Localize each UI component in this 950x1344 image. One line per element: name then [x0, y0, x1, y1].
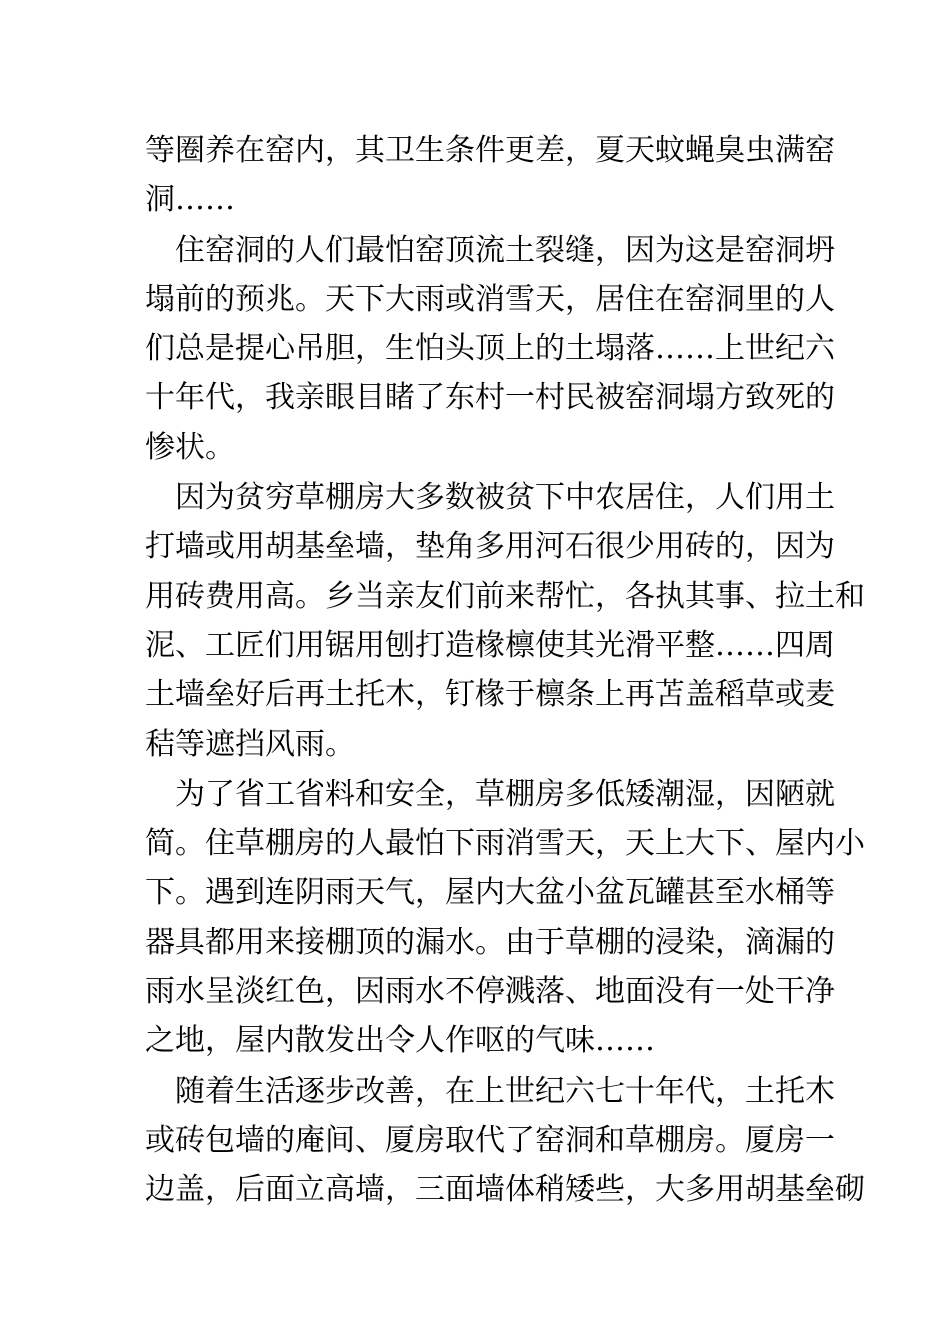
text-line: 泥、工匠们用锯用刨打造椽檩使其光滑平整……四周 [145, 627, 835, 663]
paragraph-4 [145, 770, 865, 1066]
text-line: 们总是提心吊胆，生怕头顶上的土塌落……上世纪六 [145, 331, 835, 367]
text-line: 打墙或用胡基垒墙，垫角多用河石很少用砖的，因为 [145, 529, 835, 565]
text-line: 边盖，后面立高墙，三面墙体稍矮些，大多用胡基垒砌 [145, 1172, 865, 1208]
text-line: 秸等遮挡风雨。 [145, 726, 355, 762]
text-line: 简。住草棚房的人最怕下雨消雪天，天上大下、屋内小 [145, 826, 865, 862]
paragraph-3 [145, 473, 865, 769]
text-line: 塌前的预兆。天下大雨或消雪天，居住在窑洞里的人 [145, 281, 835, 317]
text-line: 下。遇到连阴雨天气，屋内大盆小盆瓦罐甚至水桶等 [145, 875, 835, 911]
paragraph-1 [145, 126, 835, 225]
text-line: 雨水呈淡红色，因雨水不停溅落、地面没有一处干净 [145, 974, 835, 1010]
text-line: 洞…… [145, 182, 235, 218]
paragraph-5 [145, 1067, 865, 1215]
text-line: 住窑洞的人们最怕窑顶流土裂缝，因为这是窑洞坍 [145, 232, 835, 268]
text-line: 之地，屋内散发出令人作呕的气味…… [145, 1023, 655, 1059]
text-line: 器具都用来接棚顶的漏水。由于草棚的浸染，滴漏的 [145, 924, 835, 960]
text-line: 土墙垒好后再土托木，钉椽于檩条上再苫盖稻草或麦 [145, 677, 835, 713]
text-line: 等圈养在窑内，其卫生条件更差，夏天蚊蝇臭虫满窑 [145, 133, 835, 168]
text-line: 十年代，我亲眼目睹了东村一村民被窑洞塌方致死的 [145, 380, 835, 416]
text-line: 因为贫穷草棚房大多数被贫下中农居住，人们用土 [145, 480, 835, 516]
text-line: 用砖费用高。乡当亲友们前来帮忙，各执其事、拉土和 [145, 578, 865, 614]
text-line: 或砖包墙的庵间、厦房取代了窑洞和草棚房。厦房一 [145, 1122, 835, 1158]
text-line: 惨状。 [145, 429, 235, 465]
text-line: 为了省工省料和安全，草棚房多低矮潮湿，因陋就 [145, 776, 835, 812]
paragraph-2 [145, 226, 835, 472]
body-text [145, 126, 865, 1216]
text-line: 随着生活逐步改善，在上世纪六七十年代，土托木 [145, 1073, 835, 1109]
